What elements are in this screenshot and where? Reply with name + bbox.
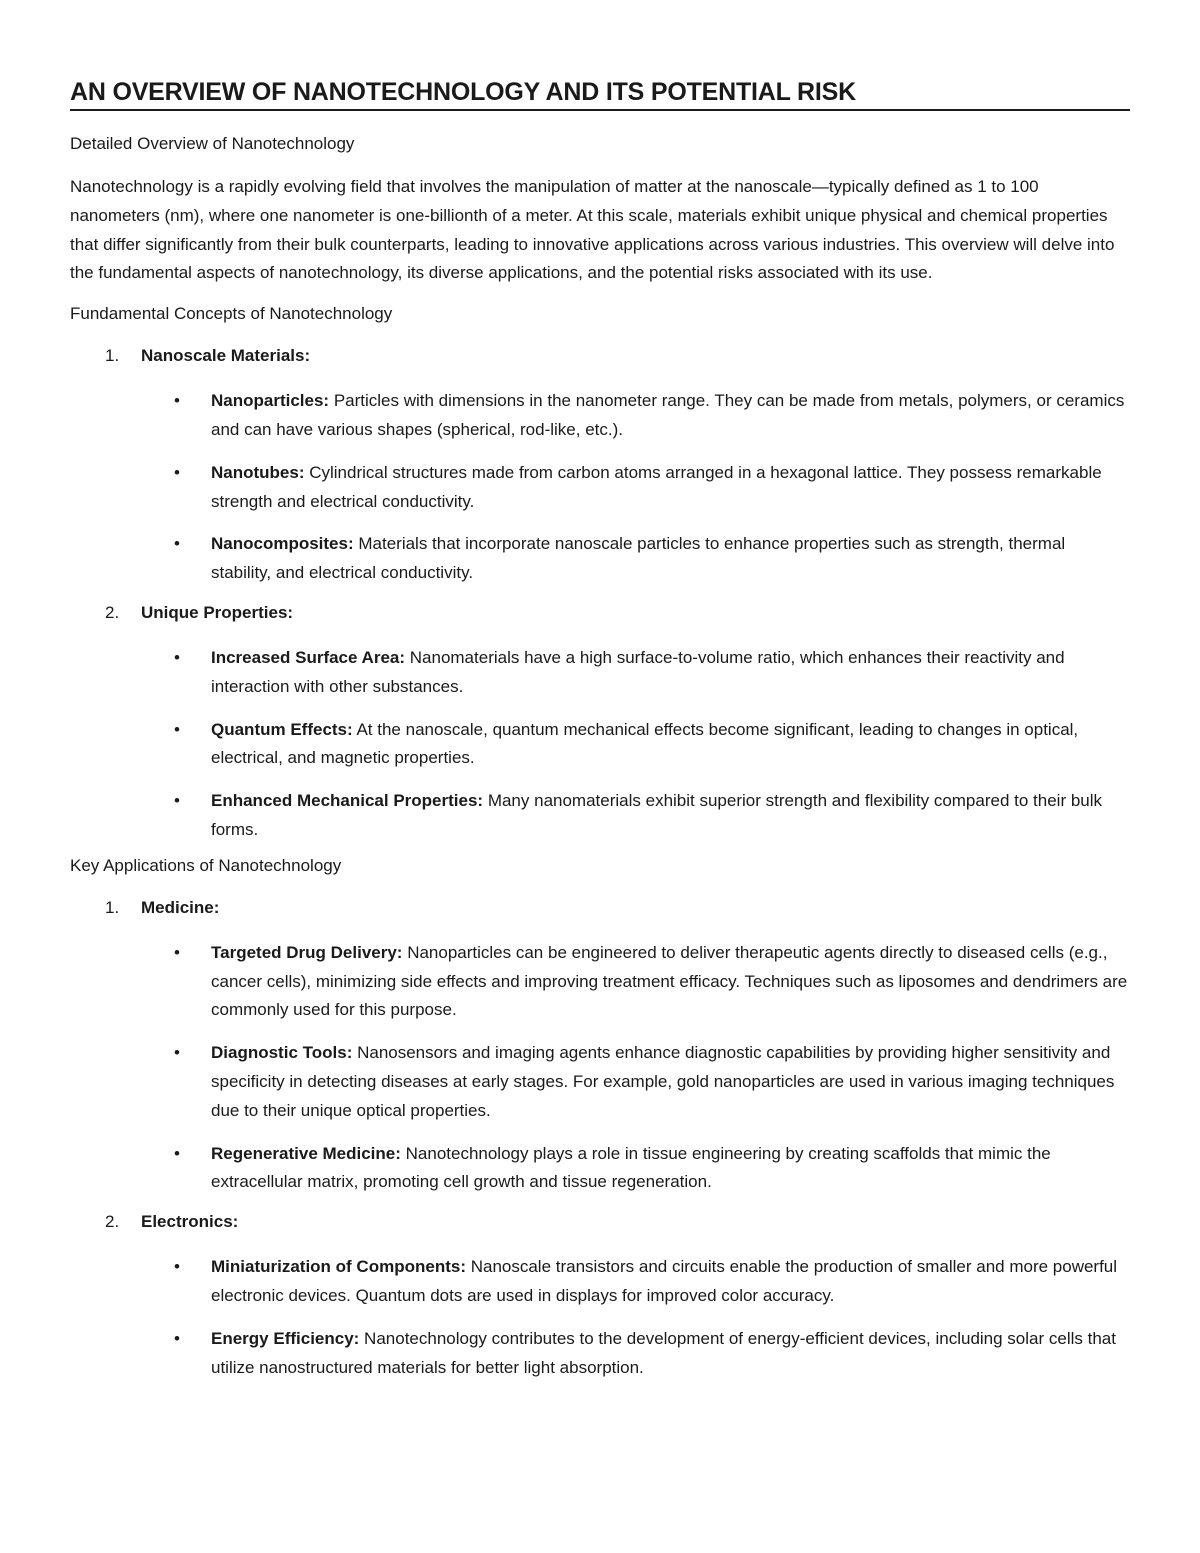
document-page	[70, 76, 1130, 1396]
bullet-icon: •	[174, 391, 180, 411]
applications-list	[70, 897, 1130, 1383]
intro-paragraph: Nanotechnology is a rapidly evolving field that involves the manipulation of matter at the nanoscale—typically defined as 1 to 100 nanometers (nm), where one nanometer is one-billionth of a meter. At this scale, materials exhibit unique physical and chemical properties that differ significantly from their bulk counterparts, leading to innovative applications across various industries. This overview will delve into the fundamental aspects of nanotechnology, its diverse applications, and the potential risks associated with its use.	[70, 177, 1115, 283]
bullet-term: Targeted Drug Delivery:	[211, 942, 403, 962]
bullet-text: Nanosensors and imaging agents enhance diagnostic capabilities by providing higher sensitivity and specificity in detecting diseases at early stages. For example, gold nanoparticles are used in various imaging techniques due to their unique optical properties.	[211, 1043, 1115, 1120]
bullet-term: Energy Efficiency:	[211, 1328, 360, 1348]
bullet-icon: •	[174, 1043, 180, 1063]
fundamental-list	[70, 345, 1130, 845]
bullet-text: Nanomaterials have a high surface-to-volume ratio, which enhances their reactivity and interaction with other substances.	[211, 647, 1065, 696]
bullet-item	[70, 459, 1130, 517]
bullet-item	[70, 1039, 1130, 1125]
bullet-item	[70, 530, 1130, 588]
list-label: Nanoscale Materials:	[141, 346, 311, 366]
bullet-item	[70, 644, 1130, 702]
bullet-term: Nanoparticles:	[211, 391, 330, 411]
bullet-icon: •	[174, 1143, 180, 1163]
bullet-list	[70, 1253, 1130, 1382]
list-number: 1.	[105, 897, 120, 917]
numbered-heading	[70, 602, 1130, 624]
bullet-item	[70, 1325, 1130, 1383]
bullet-term: Nanocomposites:	[211, 534, 354, 554]
bullet-text: Particles with dimensions in the nanometer range. They can be made from metals, polymers, or ceramics and can have various shapes (spherical, rod-like, etc.).	[211, 391, 1125, 439]
document-title: AN OVERVIEW OF NANOTECHNOLOGY AND ITS POTENTIAL RISK	[70, 76, 1130, 111]
bullet-term: Diagnostic Tools:	[211, 1043, 353, 1063]
bullet-text: Nanotechnology plays a role in tissue engineering by creating scaffolds that mimic the extracellular matrix, promoting cell growth and tissue regeneration.	[211, 1143, 1051, 1192]
bullet-text: Materials that incorporate nanoscale particles to enhance properties such as strength, thermal stability, and electrical conductivity.	[211, 534, 1066, 583]
list-label: Unique Properties:	[141, 602, 294, 622]
bullet-item	[70, 387, 1130, 445]
bullet-icon: •	[174, 719, 180, 739]
bullet-text: Cylindrical structures made from carbon atoms arranged in a hexagonal lattice. They possess remarkable strength and electrical conductivity.	[211, 462, 1102, 511]
bullet-list	[70, 939, 1130, 1197]
bullet-item	[70, 1140, 1130, 1198]
bullet-term: Regenerative Medicine:	[211, 1143, 401, 1163]
bullet-term: Enhanced Mechanical Properties:	[211, 791, 484, 811]
bullet-item	[70, 939, 1130, 1025]
bullet-icon: •	[174, 1257, 180, 1277]
bullet-icon: •	[174, 791, 180, 811]
bullet-icon: •	[174, 462, 180, 482]
bullet-text: Nanoparticles can be engineered to deliver therapeutic agents directly to diseased cells (e.g., cancer cells), minimizing side effects and improving treatment efficacy. Techniques such as liposomes and dendrimers are commonly used for this purpose.	[211, 942, 1128, 1020]
section-heading-applications: Key Applications of Nanotechnology	[70, 855, 342, 875]
bullet-term: Miniaturization of Components:	[211, 1257, 466, 1277]
bullet-text: Nanotechnology contributes to the development of energy-efficient devices, including solar cells that utilize nanostructured materials for better light absorption.	[211, 1328, 1116, 1377]
bullet-item	[70, 1253, 1130, 1311]
list-item	[70, 1211, 1130, 1382]
bullet-term: Quantum Effects:	[211, 719, 353, 739]
numbered-heading	[70, 897, 1130, 919]
list-label: Medicine:	[141, 897, 220, 917]
list-number: 2.	[105, 1212, 120, 1232]
bullet-item	[70, 716, 1130, 774]
numbered-heading	[70, 345, 1130, 367]
bullet-icon: •	[174, 534, 180, 554]
bullet-icon: •	[174, 942, 180, 962]
list-item	[70, 602, 1130, 845]
bullet-icon: •	[174, 647, 180, 667]
section-heading-fundamental: Fundamental Concepts of Nanotechnology	[70, 304, 393, 324]
list-label: Electronics:	[141, 1212, 239, 1232]
bullet-list	[70, 644, 1130, 845]
bullet-list	[70, 387, 1130, 588]
bullet-item	[70, 787, 1130, 845]
list-number: 1.	[105, 346, 120, 366]
bullet-text: Nanoscale transistors and circuits enable the production of smaller and more powerful electronic devices. Quantum dots are used in displays for improved color accuracy.	[211, 1257, 1118, 1305]
bullet-text: Many nanomaterials exhibit superior strength and flexibility compared to their bulk forms.	[211, 791, 1103, 839]
bullet-term: Nanotubes:	[211, 462, 305, 482]
list-item	[70, 897, 1130, 1197]
list-number: 2.	[105, 602, 120, 622]
list-item	[70, 345, 1130, 588]
bullet-text: At the nanoscale, quantum mechanical effects become significant, leading to changes in optical, electrical, and magnetic properties.	[211, 719, 1079, 768]
bullet-term: Increased Surface Area:	[211, 647, 406, 667]
bullet-icon: •	[174, 1328, 180, 1348]
numbered-heading	[70, 1211, 1130, 1233]
document-subtitle: Detailed Overview of Nanotechnology	[70, 134, 355, 153]
